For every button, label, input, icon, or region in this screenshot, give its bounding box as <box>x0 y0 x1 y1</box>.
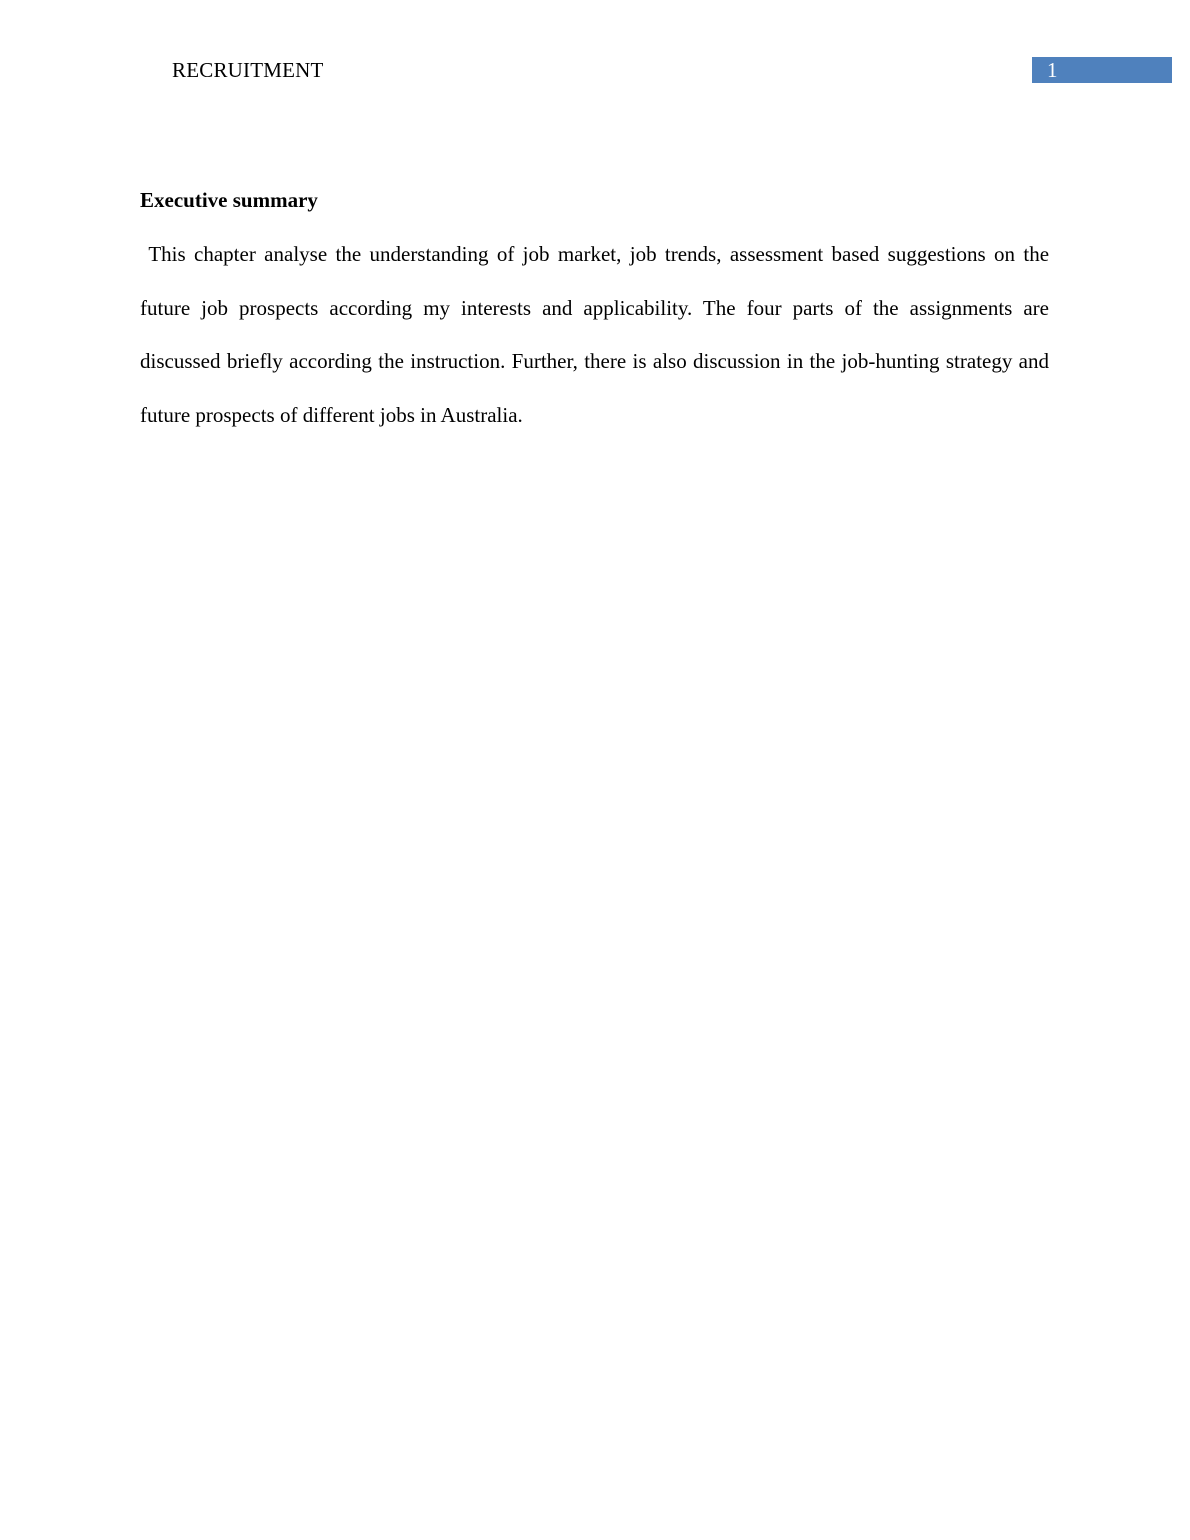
running-head: RECRUITMENT <box>172 58 324 82</box>
page-number-badge: 1 <box>1032 57 1172 83</box>
section-heading: Executive summary <box>140 188 318 212</box>
summary-paragraph: This chapter analyse the understanding of job market, job trends, assessment based suggestions on the future job prospects according my interests and applicability. The four parts of the assignments are discussed briefly according the instruction. Further, there is also discussion in the job-hunting strategy and future prospects of different jobs in Australia. <box>140 242 1055 427</box>
